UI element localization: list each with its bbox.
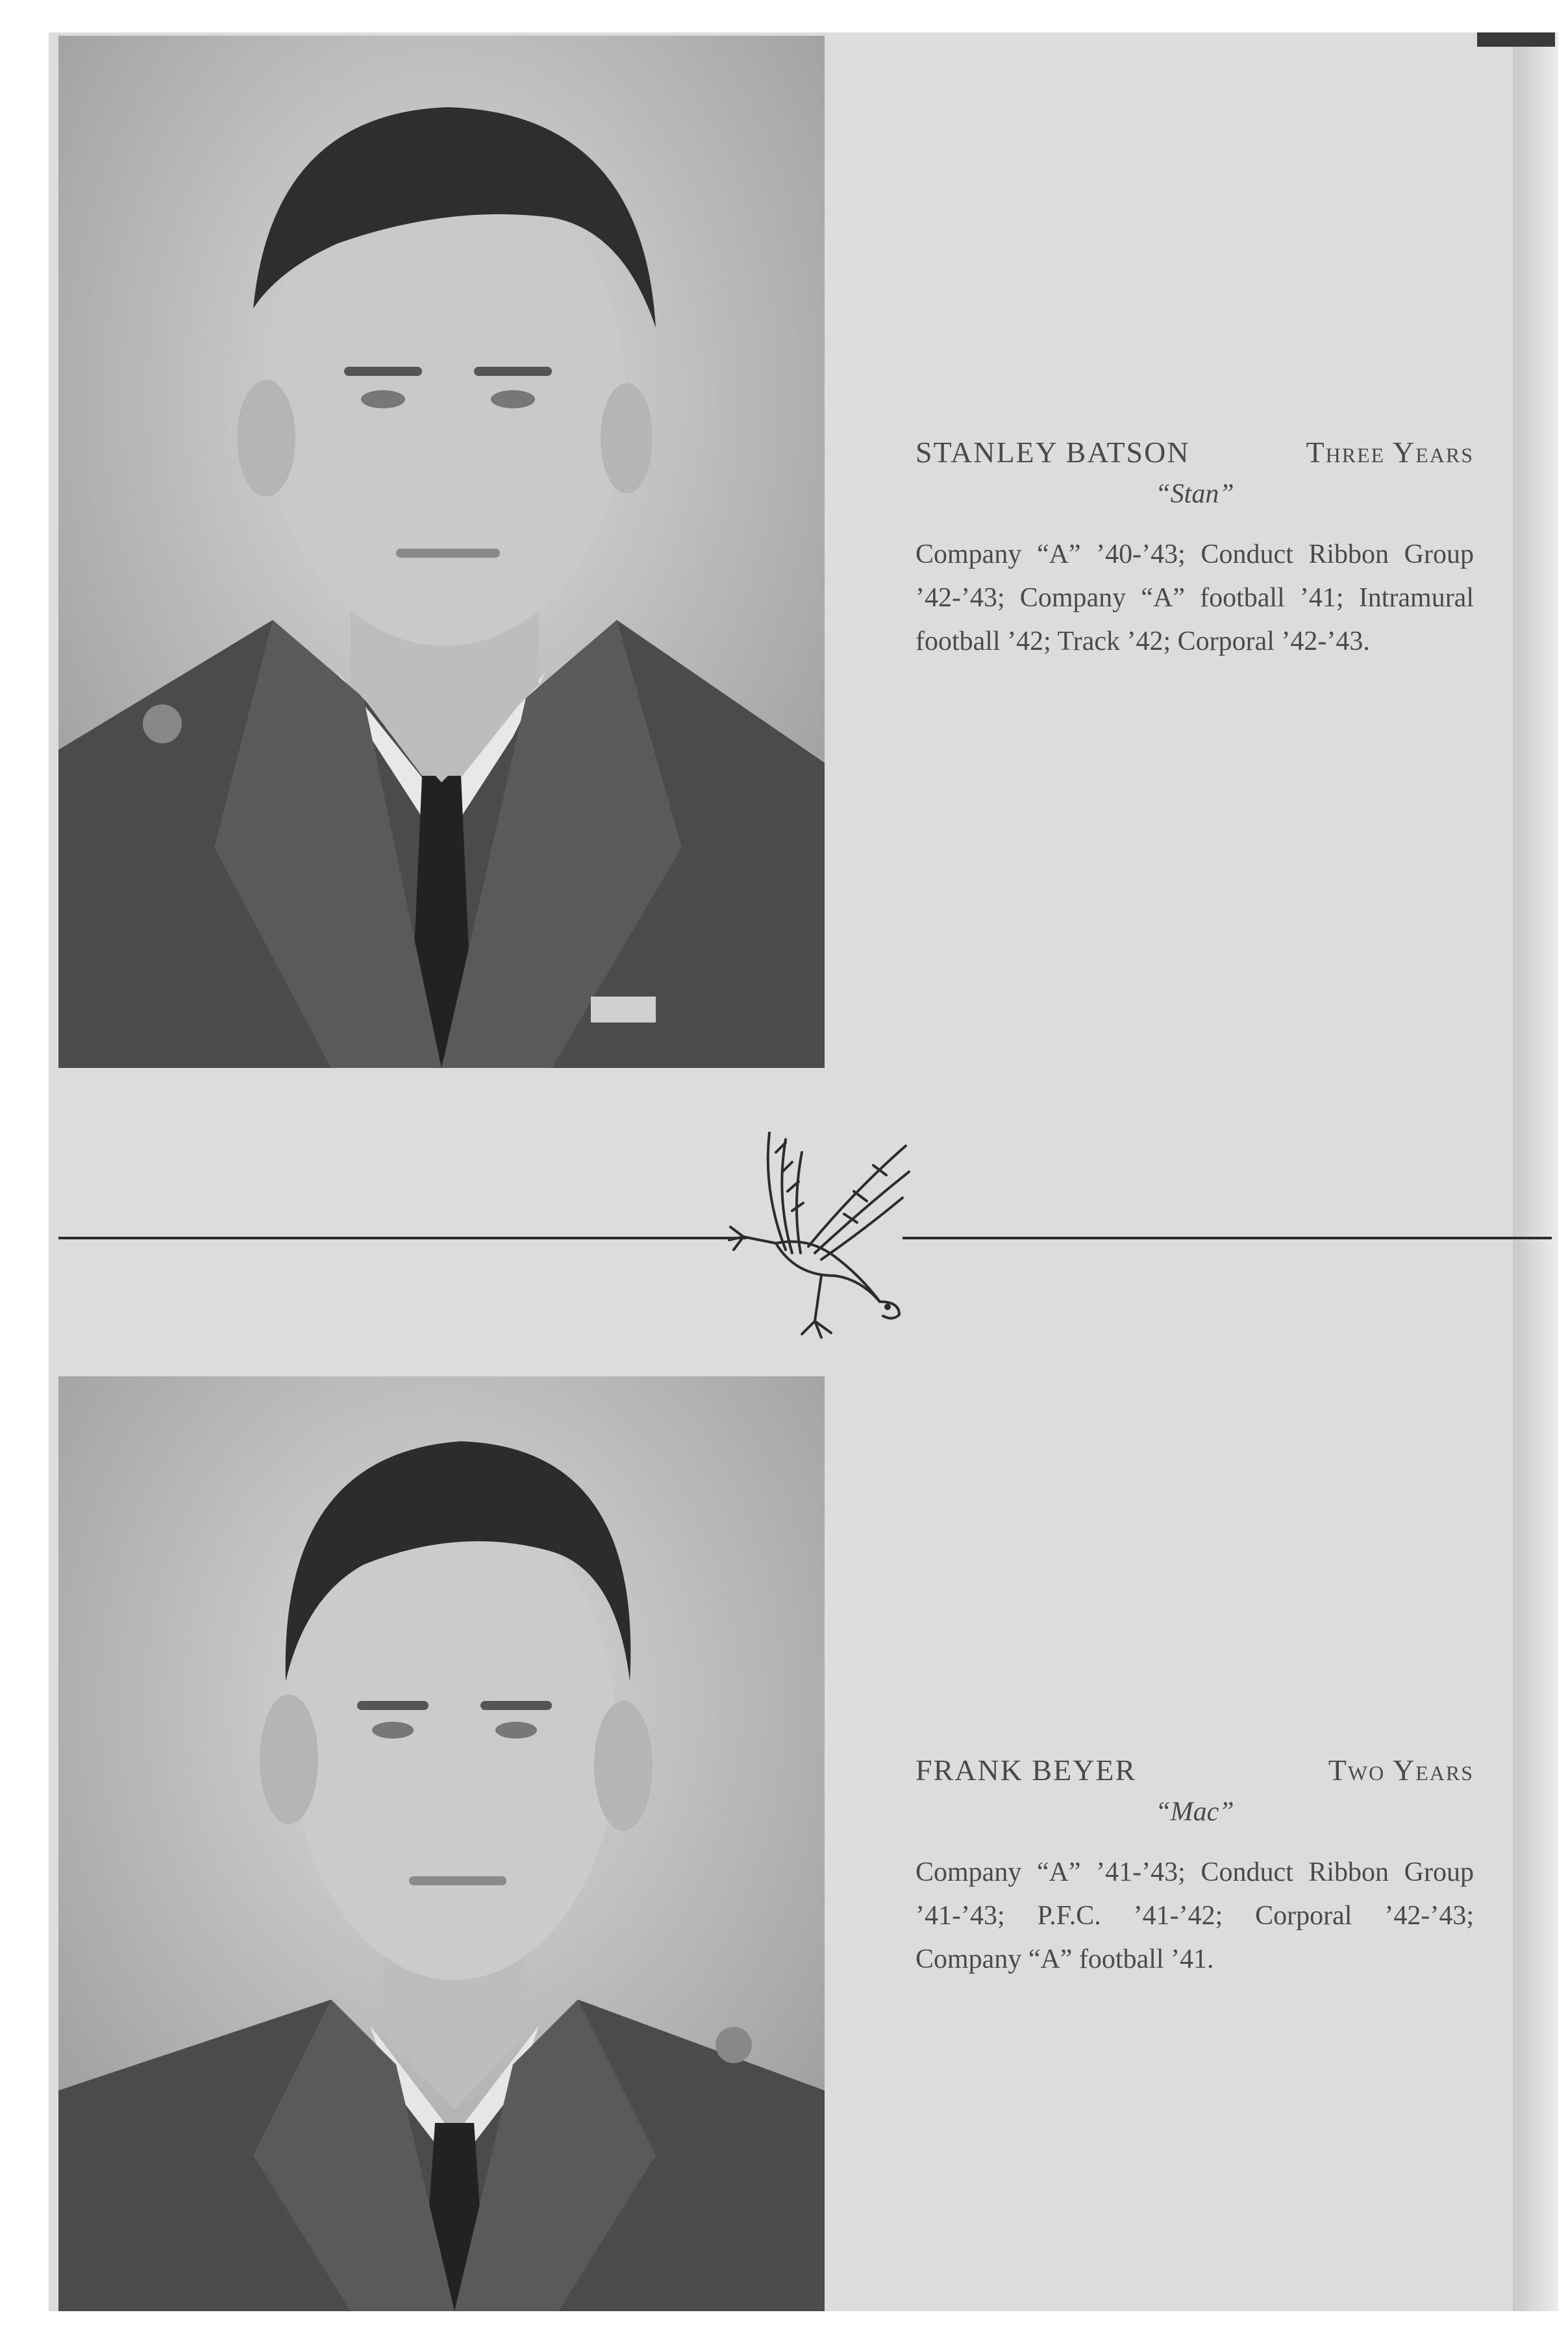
divider-rule-right (902, 1237, 1552, 1239)
cadet-nickname: “Stan” (1155, 479, 1234, 509)
page-edge (1513, 32, 1558, 2311)
cadet-record: Company “A” ’41-’43; Conduct Ribbon Group ’41-’43; P.F.C. ’41-’42; Corporal ’42-’43; Company “A” football ’41. (915, 1857, 1474, 1974)
cadet-entry-beyer (915, 1753, 1474, 1981)
yearbook-page (49, 32, 1513, 2311)
portrait-photo-beyer (58, 1376, 825, 2311)
name-row (915, 1753, 1474, 1787)
portrait-illustration (58, 1376, 825, 2311)
cadet-nickname: “Mac” (1155, 1797, 1234, 1827)
portrait-photo-batson (58, 36, 825, 1068)
cadet-record: Company “A” ’40-’43; Conduct Ribbon Group ’42-’43; Company “A” football ’41; Intramural football ’42; Track ’42; Corporal ’42-’43. (915, 539, 1474, 656)
years-attended: Three Years (1306, 436, 1474, 469)
cadet-name: STANLEY BATSON (915, 436, 1190, 469)
years-attended: Two Years (1328, 1754, 1474, 1787)
eagle-icon (724, 1113, 925, 1347)
eagle-ornament (724, 1113, 925, 1347)
portrait-illustration (58, 36, 825, 1068)
name-row (915, 435, 1474, 469)
binding-shadow (1477, 32, 1555, 47)
cadet-name: FRANK BEYER (915, 1754, 1137, 1787)
cadet-entry-batson (915, 435, 1474, 663)
divider-rule-left (58, 1237, 747, 1239)
